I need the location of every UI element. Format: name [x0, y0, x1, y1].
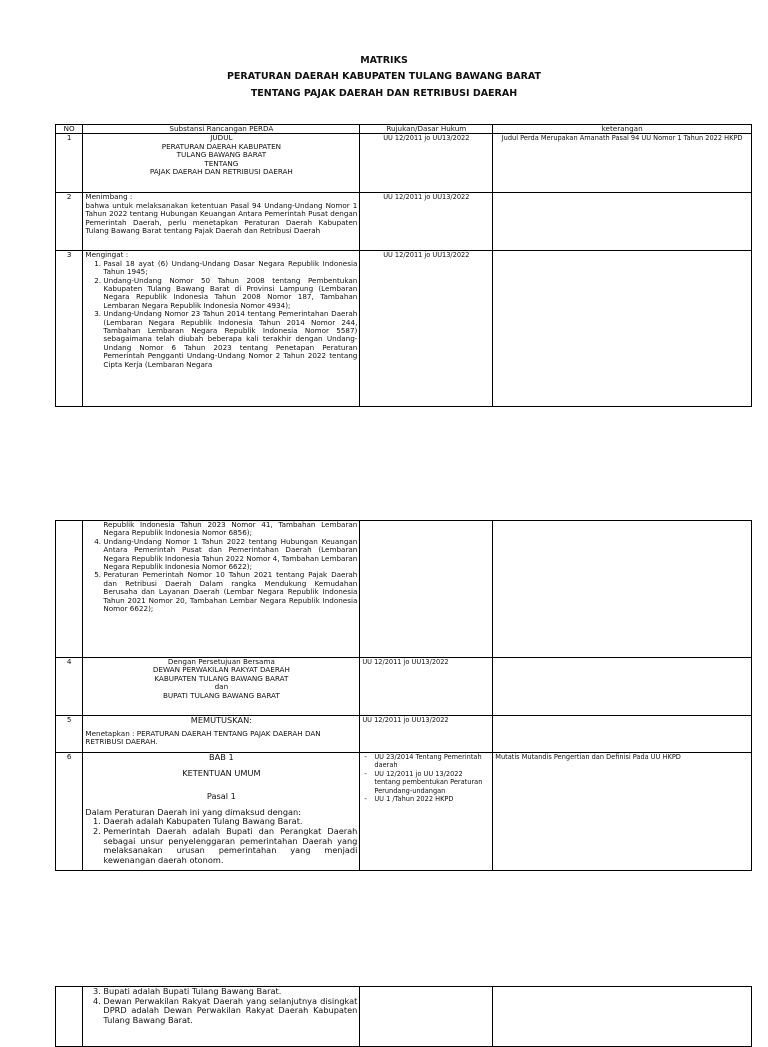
judul-line: PERATURAN DAERAH KABUPATEN [161, 141, 282, 151]
rujukan-cell [360, 521, 493, 658]
menimbang-text: bahwa untuk melaksanakan ketentuan Pasal 94 Undang-Undang Nomor 1 Tahun 2022 tentang Hubungan Keuangan Antara Pemerintah Pusat dengan Pemerintah Daerah, perlu menetapkan Peraturan Daerah Kabupaten Tulang Bawang Barat tentang Pajak Daerah dan Retribusi Daerah [85, 200, 358, 236]
document-subtitle-2: TENTANG PAJAK DAERAH DAN RETRIBUSI DAERAH [250, 88, 518, 99]
list-item: - UU 12/2011 jo UU 13/2022 tentang pembentukan Peraturan Perundang-undangan [362, 770, 490, 795]
keterangan-cell [493, 251, 752, 407]
document-subtitle: PERATURAN DAERAH KABUPATEN TULANG BAWANG BARAT [226, 71, 542, 82]
judul-line: JUDUL [210, 133, 233, 143]
definisi-list-cont [85, 987, 357, 1025]
list-item: 5. Peraturan Pemerintah Nomor 10 Tahun 2021 tentang Pajak Daerah dan Retribusi Daerah Dalam rangka Mendukung Kemudahan Berusaha dan Layanan Daerah (Lembar Negara Republik Indonesia Tahun 2021 Nomor 20, Tambahan Lembar Negara Republik Indonesia Nomor 6622); [103, 571, 357, 613]
rujukan-cell [360, 987, 493, 1047]
row-number: 4 [56, 658, 83, 716]
bab-number: BAB 1 [209, 752, 234, 762]
row-number: 3 [56, 251, 83, 407]
memutuskan-heading: MEMUTUSKAN: [190, 715, 252, 725]
bab-title: KETENTUAN UMUM [182, 767, 261, 778]
list-item: 3. Undang-Undang Nomor 23 Tahun 2014 tentang Pemerintahan Daerah (Lembaran Negara Republik Indonesia Tahun 2014 Nomor 244, Tambahan Lembaran Negara Republik Indonesia Nomor 5587) sebagaimana telah diubah beberapa kali terakhir dengan Undang-Undang Nomor 6 Tahun 2023 tentang Penetapan Peraturan Pemerintah Pengganti Undang-Undang Nomor 2 Tahun 2022 tentang Cipta Kerja (Lembaran Negara [103, 310, 357, 369]
row-number: 1 [56, 134, 83, 193]
judul-line: TULANG BAWANG BARAT [176, 150, 267, 160]
list-item: 1. Daerah adalah Kabupaten Tulang Bawang Barat. [103, 817, 357, 827]
keterangan-cell [493, 987, 752, 1047]
substansi-cell [83, 134, 360, 193]
table-row [56, 521, 752, 658]
substansi-cell [83, 251, 360, 407]
menetapkan-text: Menetapkan : PERATURAN DAERAH TENTANG PAJAK DAERAH DAN RETRIBUSI DAERAH. [85, 728, 321, 746]
keterangan-cell [493, 521, 752, 658]
substansi-cell [83, 193, 360, 251]
table-header-row [56, 125, 752, 134]
list-item: 4. Dewan Perwakilan Rakyat Daerah yang selanjutnya disingkat DPRD adalah Dewan Perwakilan Rakyat Daerah Kabupaten Tulang Bawang Barat. [103, 997, 357, 1026]
rujukan-list [362, 753, 490, 803]
list-item: - UU 23/2014 Tentang Pemerintah daerah [362, 753, 490, 770]
keterangan-cell [493, 658, 752, 716]
row-number: 2 [56, 193, 83, 251]
keterangan-cell [493, 716, 752, 753]
keterangan-cell: Mutatis Mutandis Pengertian dan Definisi Pada UU HKPD [493, 753, 752, 871]
persetujuan-line: BUPATI TULANG BAWANG BARAT [162, 690, 280, 700]
pasal-intro: Dalam Peraturan Daerah ini yang dimaksud dengan: [85, 806, 301, 817]
row-number: 5 [56, 716, 83, 753]
rujukan-cell: UU 12/2011 jo UU13/2022 [360, 193, 493, 251]
substansi-cell [83, 716, 360, 753]
rujukan-cell [360, 753, 493, 871]
substansi-cell [83, 521, 360, 658]
row-number: 6 [56, 753, 83, 871]
rujukan-cell: UU 12/2011 jo UU13/2022 [360, 658, 493, 716]
list-item: 4. Undang-Undang Nomor 1 Tahun 2022 tentang Hubungan Keuangan Antara Pemerintah Pusat dan Pemerintahan Daerah (Lembaran Negara Republik Indonesia Tahun 2022 Nomor 4, Tambahan Lembaran Negara Republik Indonesia Nomor 6622); [103, 538, 357, 572]
mengingat-list [85, 260, 357, 369]
matrix-table-1 [55, 124, 752, 407]
col-header-substansi: Substansi Rancangan PERDA [83, 125, 360, 134]
col-header-keterangan: keterangan [493, 125, 752, 134]
matrix-table-3 [55, 986, 752, 1047]
keterangan-cell [493, 193, 752, 251]
table-row [56, 251, 752, 407]
persetujuan-line: KABUPATEN TULANG BAWANG BARAT [154, 673, 289, 683]
table-row [56, 716, 752, 753]
rujukan-cell: UU 12/2011 jo UU13/2022 [360, 716, 493, 753]
substansi-cell [83, 987, 360, 1047]
list-item: 2. Pemerintah Daerah adalah Bupati dan Perangkat Daerah sebagai unsur penyelenggaran pemerintahan Daerah yang melaksanakan urusan pemerintahan yang menjadi kewenangan daerah otonom. [103, 827, 357, 865]
row-number [56, 987, 83, 1047]
table-row [56, 193, 752, 251]
judul-line: TENTANG [204, 158, 239, 168]
rujukan-cell: UU 12/2011 jo UU13/2022 [360, 134, 493, 193]
rujukan-cell: UU 12/2011 jo UU13/2022 [360, 251, 493, 407]
table-row [56, 134, 752, 193]
pasal-number: Pasal 1 [206, 791, 236, 802]
persetujuan-line: DEWAN PERWAKILAN RAKYAT DAERAH [152, 665, 290, 675]
mengingat-label: Mengingat : [85, 250, 129, 260]
definisi-list [85, 817, 357, 865]
menimbang-label: Menimbang : [85, 192, 133, 202]
table-row [56, 658, 752, 716]
persetujuan-line: dan [214, 682, 229, 692]
judul-line: PAJAK DAERAH DAN RETRIBUSI DAERAH [149, 167, 293, 177]
row-number [56, 521, 83, 658]
col-header-rujukan: Rujukan/Dasar Hukum [360, 125, 493, 134]
table-row [56, 753, 752, 871]
list-item: 1. Pasal 18 ayat (6) Undang-Undang Dasar Negara Republik Indonesia Tahun 1945; [103, 260, 357, 277]
list-item: - UU 1 /Tahun 2022 HKPD [362, 795, 490, 803]
matrix-table-2 [55, 520, 752, 871]
substansi-cell [83, 753, 360, 871]
document-title: MATRIKS [360, 55, 408, 66]
keterangan-cell: Judul Perda Merupakan Amanath Pasal 94 UU Nomor 1 Tahun 2022 HKPD [493, 134, 752, 193]
list-continuation: Republik Indonesia Tahun 2023 Nomor 41, Tambahan Lembaran Negara Republik Indonesia Nomor 6856); [103, 520, 358, 538]
col-header-no: NO [56, 125, 83, 134]
table-row [56, 987, 752, 1047]
persetujuan-line: Dengan Persetujuan Bersama [167, 657, 275, 666]
list-item: 3. Bupati adalah Bupati Tulang Bawang Barat. [103, 987, 357, 997]
mengingat-list-cont [85, 538, 357, 614]
substansi-cell [83, 658, 360, 716]
list-item: 2. Undang-Undang Nomor 50 Tahun 2008 tentang Pembentukan Kabupaten Tulang Bawang Barat di Provinsi Lampung (Lembaran Negara Republik Indonesia Tahun 2008 Nomor 187, Tambahan Lembaran Negara Republik Indonesia Nomor 4934); [103, 277, 357, 311]
